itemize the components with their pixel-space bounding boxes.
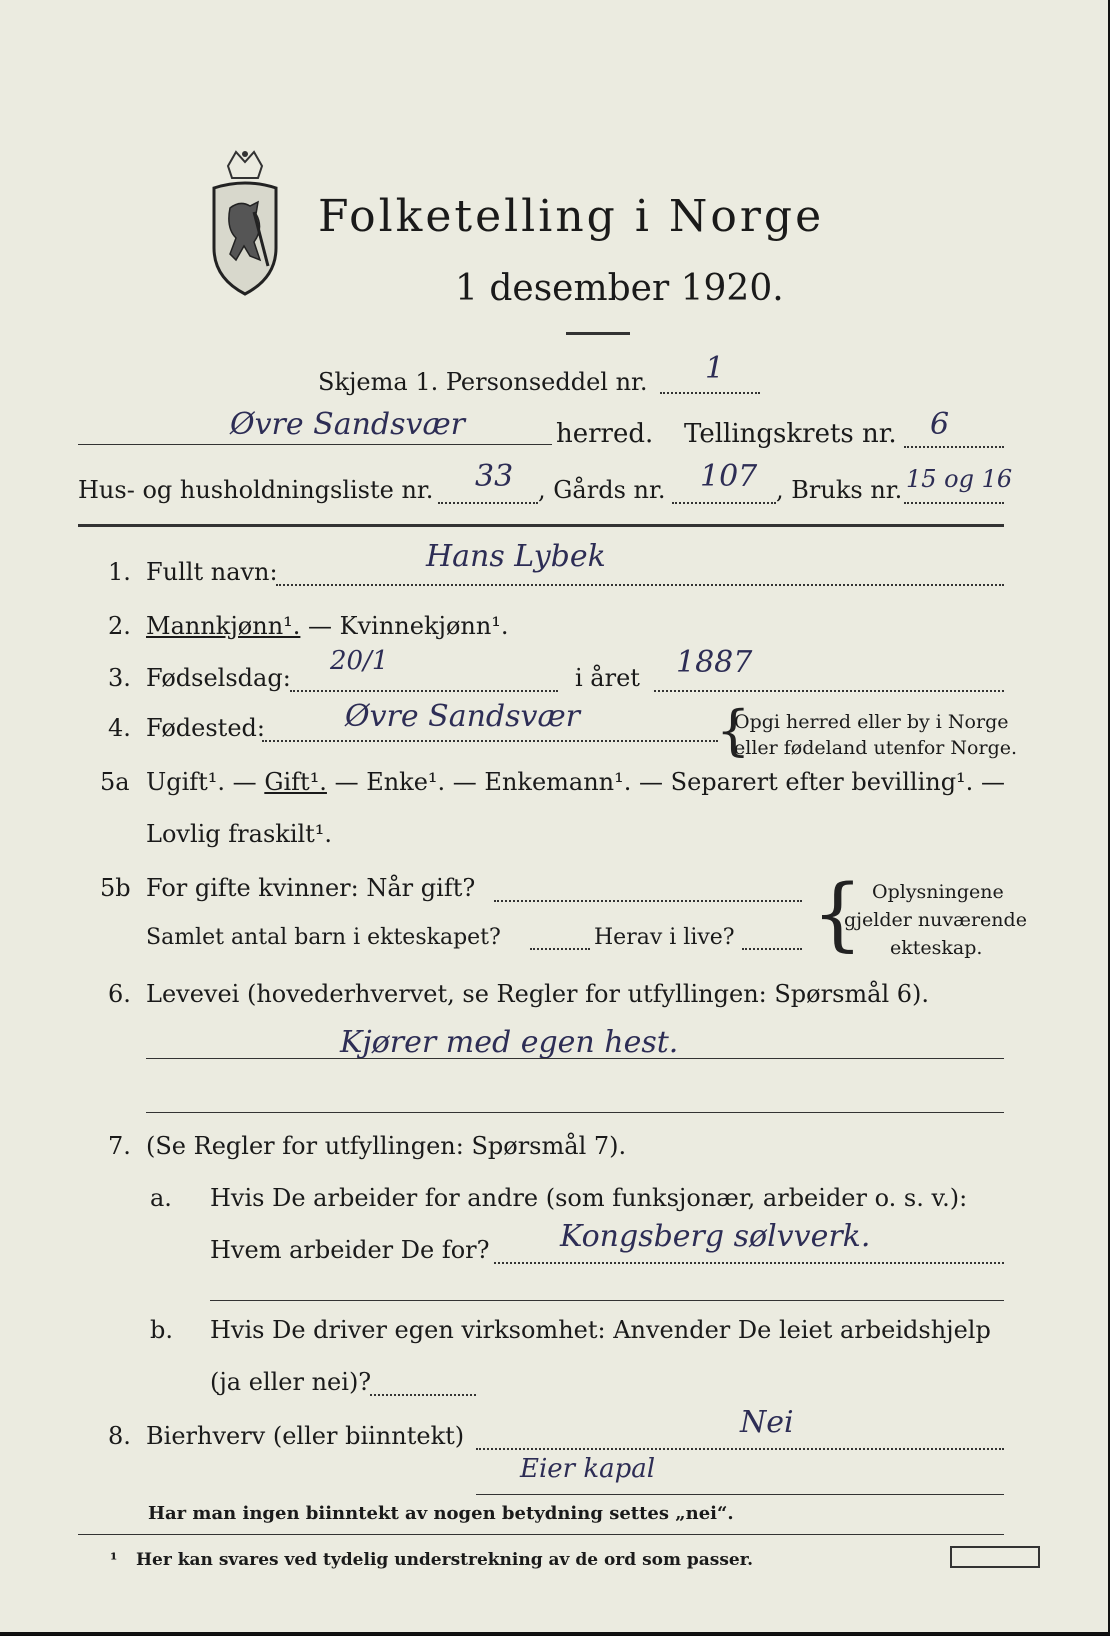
q4-brace: {: [716, 699, 751, 762]
header-divider: [78, 524, 1004, 527]
tellingskrets-line: [904, 446, 1004, 448]
birth-year-value[interactable]: 1887: [676, 645, 753, 680]
year-line: [654, 690, 1004, 692]
kvinnekjonn-option[interactable]: Kvinnekjønn¹.: [339, 612, 509, 640]
footnote-divider: [78, 1534, 1004, 1535]
footnote-text: Her kan svares ved tydelig understrekning av de ord som passer.: [136, 1550, 754, 1570]
ugift-option[interactable]: Ugift¹. —: [146, 768, 265, 796]
other-status-options[interactable]: — Enke¹. — Enkemann¹. — Separert efter bevilling¹. —: [326, 768, 1005, 796]
birthplace-value[interactable]: Øvre Sandsvær: [345, 699, 581, 734]
full-name-value[interactable]: Hans Lybek: [426, 539, 606, 574]
schema-label: Skjema 1. Personseddel nr.: [318, 368, 648, 396]
q8-line: [476, 1448, 1004, 1450]
q3-line: [290, 690, 558, 692]
q7b-line: [370, 1394, 476, 1396]
q7a-line2: [210, 1300, 1004, 1301]
occupation-value[interactable]: Kjører med egen hest.: [340, 1025, 679, 1060]
q5b-note-line1: Oplysningene: [872, 881, 1004, 903]
q5b-married-line: [494, 900, 802, 902]
personseddel-line: [660, 392, 760, 394]
title-divider: [566, 332, 630, 335]
birthday-value[interactable]: 20/1: [330, 646, 389, 676]
q7a-line: [494, 1262, 1004, 1264]
q8-line2: [476, 1494, 1004, 1495]
q6-label: Levevei (hovederhvervet, se Regler for utfyllingen: Spørsmål 6).: [146, 980, 930, 1008]
gender-separator: —: [300, 612, 340, 640]
gards-value[interactable]: 107: [700, 459, 758, 494]
gift-option[interactable]: Gift¹.: [264, 768, 327, 796]
liste-value[interactable]: 33: [475, 459, 514, 494]
bruks-line: [904, 502, 1004, 504]
q5b-note-line2: gjelder nuværende: [844, 909, 1027, 931]
liste-line: [438, 502, 538, 504]
q5b-alive-label: Herav i live?: [594, 925, 735, 950]
q7a-question: Hvem arbeider De for?: [210, 1236, 490, 1264]
q4-label: Fødested:: [146, 714, 265, 742]
q8-label: Bierhverv (eller biinntekt): [146, 1422, 465, 1450]
side-income-value-2[interactable]: Eier kapal: [520, 1454, 656, 1484]
bruks-value[interactable]: 15 og 16: [906, 465, 1013, 493]
q5b-brace: {: [812, 867, 863, 960]
printer-stamp: [950, 1546, 1040, 1568]
year-label: i året: [575, 664, 640, 692]
nei-note: Har man ingen biinntekt av nogen betydning settes „nei“.: [148, 1503, 734, 1524]
q5b-children-line: [530, 948, 590, 950]
q3-number: 3.: [108, 664, 131, 692]
q1-line: [276, 584, 1004, 586]
employer-value[interactable]: Kongsberg sølvverk.: [560, 1219, 871, 1254]
q6-number: 6.: [108, 980, 131, 1008]
gards-line: [672, 502, 776, 504]
liste-label: Hus- og husholdningsliste nr.: [78, 476, 434, 504]
q2-number: 2.: [108, 612, 131, 640]
q6-line1: [146, 1058, 1004, 1059]
herred-value[interactable]: Øvre Sandsvær: [230, 407, 466, 442]
footnote-marker: ¹: [110, 1550, 118, 1570]
q2-options: [146, 612, 509, 640]
q4-note-line1: Opgi herred eller by i Norge: [734, 711, 1009, 733]
q5b-married-label: For gifte kvinner: Når gift?: [146, 874, 476, 902]
q5a-options: [146, 768, 1005, 796]
bruks-label: , Bruks nr.: [776, 476, 903, 504]
q8-number: 8.: [108, 1422, 131, 1450]
q5b-children-label: Samlet antal barn i ekteskapet?: [146, 925, 501, 950]
q4-note-line2: eller fødeland utenfor Norge.: [734, 737, 1018, 759]
q7b-question: (ja eller nei)?: [210, 1368, 372, 1396]
herred-line: [78, 444, 552, 445]
q7-label: (Se Regler for utfyllingen: Spørsmål 7).: [146, 1132, 627, 1160]
form-title: Folketelling i Norge: [318, 191, 825, 242]
q6-line2: [146, 1112, 1004, 1113]
side-income-value[interactable]: Nei: [740, 1405, 794, 1440]
q5b-number: 5b: [100, 874, 131, 902]
q7b-label: Hvis De driver egen virksomhet: Anvender De leiet arbeidshjelp: [210, 1316, 991, 1344]
q5a-number: 5a: [100, 768, 130, 796]
q1-number: 1.: [108, 558, 131, 586]
q3-label: Fødselsdag:: [146, 664, 291, 692]
q5b-alive-line: [742, 948, 802, 950]
form-date: 1 desember 1920.: [455, 268, 784, 309]
q4-number: 4.: [108, 714, 131, 742]
gards-label: , Gårds nr.: [538, 476, 666, 504]
tellingskrets-value[interactable]: 6: [930, 407, 950, 442]
q7a-label: Hvis De arbeider for andre (som funksjonær, arbeider o. s. v.):: [210, 1184, 968, 1212]
mannkjonn-option[interactable]: Mannkjønn¹.: [146, 612, 301, 640]
q5b-note-line3: ekteskap.: [890, 937, 983, 959]
q7-number: 7.: [108, 1132, 131, 1160]
norwegian-coat-of-arms-icon: [206, 148, 284, 298]
fraskilt-option[interactable]: Lovlig fraskilt¹.: [146, 820, 333, 848]
q1-label: Fullt navn:: [146, 558, 278, 586]
tellingskrets-label: Tellingskrets nr.: [684, 419, 897, 449]
q4-line: [262, 740, 718, 742]
personseddel-value[interactable]: 1: [705, 351, 725, 386]
herred-label: herred.: [556, 419, 654, 449]
q7a-number: a.: [150, 1184, 172, 1212]
q7b-number: b.: [150, 1316, 173, 1344]
